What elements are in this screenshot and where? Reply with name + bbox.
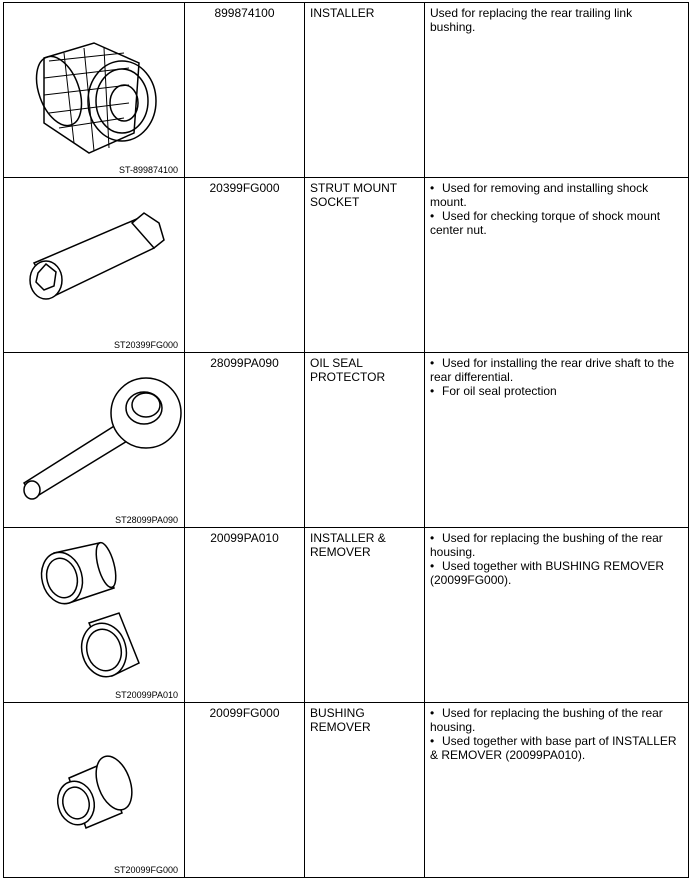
tool-name-cell	[305, 353, 425, 528]
tool-image-caption: ST-899874100	[118, 165, 178, 175]
table-row	[4, 178, 689, 353]
tool-remarks-cell: • Used for installing the rear drive shaft to the rear differential. • For oil seal protection	[425, 353, 689, 528]
tool-number: 28099PA090	[210, 356, 279, 370]
installer-mesh-cylinder-illustration	[4, 3, 184, 177]
tool-name-cell	[305, 3, 425, 178]
tool-remarks-cell: • Used for replacing the bushing of the rear housing. • Used together with BUSHING REMOVER (20099FG000).	[425, 528, 689, 703]
tool-remark: Used together with base part of INSTALLER & REMOVER (20099PA010).	[430, 734, 677, 762]
table-row	[4, 703, 689, 878]
tool-number: 20099PA010	[210, 531, 279, 545]
tool-number: 20099FG000	[209, 706, 280, 720]
tool-remarks-cell: • Used for replacing the bushing of the rear housing. • Used together with base part of INSTALLER & REMOVER (20099PA010).	[425, 703, 689, 878]
tool-image-cell	[4, 528, 185, 703]
tool-remark: Used for checking torque of shock mount center nut.	[430, 209, 661, 237]
tool-image-caption: ST28099PA090	[115, 515, 178, 525]
tool-remarks-cell	[425, 3, 689, 178]
tool-number-cell	[185, 3, 305, 178]
tool-remarks-cell: • Used for removing and installing shock mount. • Used for checking torque of shock mount center nut.	[425, 178, 689, 353]
installer-remover-sleeves-illustration	[4, 528, 184, 702]
table-row	[4, 528, 689, 703]
tool-name: INSTALLER & REMOVER	[310, 531, 386, 559]
tool-number: 20399FG000	[209, 181, 280, 195]
tool-image-caption: ST20099FG000	[113, 865, 178, 875]
tool-name: STRUT MOUNT SOCKET	[310, 181, 397, 209]
tool-image-cell	[4, 703, 185, 878]
tool-name-cell	[305, 178, 425, 353]
table-row	[4, 3, 689, 178]
tool-name: BUSHING REMOVER	[310, 706, 371, 734]
table-row	[4, 353, 689, 528]
tool-remark: Used for replacing the rear trailing link bushing.	[430, 6, 633, 34]
tool-remark: Used together with BUSHING REMOVER (20099FG000).	[430, 559, 665, 587]
tool-name-cell	[305, 703, 425, 878]
special-tools-table	[3, 2, 689, 878]
tool-number: 899874100	[214, 6, 275, 20]
tool-name-cell	[305, 528, 425, 703]
tool-remark: For oil seal protection	[442, 384, 557, 398]
tool-image-cell	[4, 178, 185, 353]
tool-remark: Used for installing the rear drive shaft to the rear differential.	[430, 356, 675, 384]
tool-image-caption: ST20099PA010	[115, 690, 178, 700]
bushing-remover-illustration	[4, 703, 184, 877]
tool-number-cell	[185, 353, 305, 528]
tool-number-cell	[185, 528, 305, 703]
tool-number-cell	[185, 703, 305, 878]
oil-seal-protector-illustration	[4, 353, 184, 527]
tool-name: INSTALLER	[310, 6, 375, 20]
tool-remark: Used for removing and installing shock mount.	[430, 181, 649, 209]
tool-remark: Used for replacing the bushing of the rear housing.	[430, 706, 663, 734]
tool-image-cell	[4, 3, 185, 178]
tool-remark: Used for replacing the bushing of the rear housing.	[430, 531, 663, 559]
strut-mount-socket-illustration	[4, 178, 184, 352]
tool-number-cell	[185, 178, 305, 353]
tool-image-caption: ST20399FG000	[113, 340, 178, 350]
tool-name: OIL SEAL PROTECTOR	[310, 356, 386, 384]
tool-image-cell	[4, 353, 185, 528]
